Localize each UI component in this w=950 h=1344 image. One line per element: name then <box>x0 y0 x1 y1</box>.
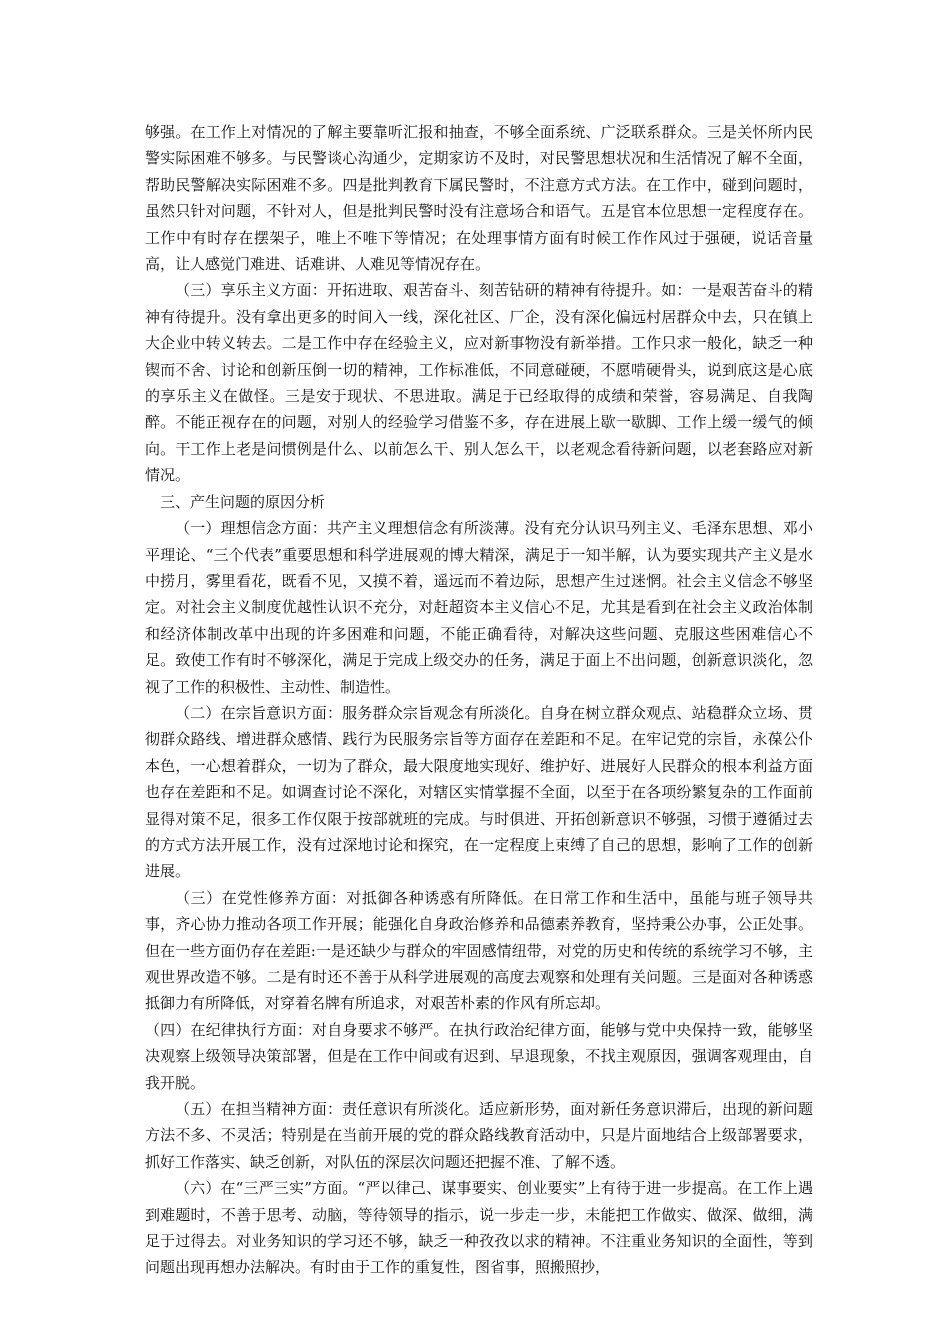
paragraph-three-stricts: （六）在“三严三实”方面。“严以律己、谋事要实、创业要实”上有待于进一步提高。在工作上遇到难题时，不善于思考、动脑，等待领导的指示，说一步走一步，未能把工作做实、做深、做细，满足于过得去。对业务知识的学习还不够，缺乏一种孜孜以求的精神。不注重业务知识的全面性，等到问题出现再想办法解决。有时由于工作的重复性，图省事，照搬照抄， <box>145 1179 813 1277</box>
paragraph-continuation: 够强。在工作上对情况的了解主要靠听汇报和抽查，不够全面系统、广泛联系群众。三是关怀所内民警实际困难不够多。与民警谈心沟通少，定期家访不及时，对民警思想状况和生活情况了解不全面，帮助民警解决实际困难不多。四是批判教育下属民警时，不注意方式方法。在工作中，碰到问题时，虽然只针对问题，不针对人，但是批判民警时没有注意场合和语气。五是官本位思想一定程度存在。工作中有时存在摆架子，唯上不唯下等情况；在处理事情方面有时候工作作风过于强硬，说话音量高，让人感觉门难进、话难讲、人难见等情况存在。 <box>145 123 813 274</box>
paragraph-responsibility: （五）在担当精神方面：责任意识有所淡化。适应新形势，面对新任务意识滞后，出现的新问题方法不多、不灵活；特别是在当前开展的党的群众路线教育活动中，只是片面地结合上级部署要求，抓好工作落实、缺乏创新，对队伍的深层次问题还把握不准、了解不透。 <box>145 1100 813 1171</box>
paragraph-hedonism: （三）享乐主义方面：开拓进取、艰苦奋斗、刻苦钻研的精神有待提升。如：一是艰苦奋斗的精神有待提升。没有拿出更多的时间入一线，深化社区、厂企，没有深化偏远村居群众中去，只在镇上大企业中转义转去。二是工作中存在经验主义，应对新事物没有新举措。工作只求一般化，缺乏一种锲而不舍、讨论和创新压倒一切的精神，工作标准低，不同意碰硬，不愿啃硬骨头，说到底这是心底的享乐主义在做怪。三是安于现状、不思进取。满足于已经取得的成绩和荣誉，容易满足、自我陶醉。不能正视存在的问题，对别人的经验学习借鉴不多，存在进展上歇一歇脚、工作上缓一缓气的倾向。干工作上老是问惯例是什么、以前怎么干、别人怎么干，以老观念看待新问题，以老套路应对新情况。 <box>145 281 813 485</box>
section-heading-causes: 三、产生问题的原因分析 <box>160 492 326 511</box>
paragraph-ideals-beliefs: （一）理想信念方面：共产主义理想信念有所淡薄。没有充分认识马列主义、毛泽东思想、邓小平理论、“三个代表”重要思想和科学进展观的博大精深，满足于一知半解，认为要实现共产主义是水中捞月，雾里看花，既看不见，又摸不着，遥远而不着边际，思想产生过迷惘。社会主义信念不够坚定。对社会主义制度优越性认识不充分，对赶超资本主义信心不足，尤其是看到在社会主义政治体制和经济体制改革中出现的许多困难和问题，不能正确看待，对解决这些问题、克服这些困难信心不足。致使工作有时不够深化，满足于完成上级交办的任务，满足于面上不出问题，创新意识淡化，忽视了工作的积极性、主动性、制造性。 <box>145 519 813 696</box>
paragraph-discipline: （四）在纪律执行方面：对自身要求不够严。在执行政治纪律方面，能够与党中央保持一致，能够坚决观察上级领导决策部署，但是在工作中间或有迟到、早退现象，不找主观原因，强调客观理由，自我开脱。 <box>145 1020 813 1092</box>
document-page <box>145 119 813 1281</box>
paragraph-purpose-awareness: （二）在宗旨意识方面：服务群众宗旨观念有所淡化。自身在树立群众观点、站稳群众立场、贯彻群众路线、增进群众感情、践行为民服务宗旨等方面存在差距和不足。在牢记党的宗旨，永葆公仆本色，一心想着群众，一切为了群众，最大限度地实现好、维护好、进展好人民群众的根本利益方面也存在差距和不足。如调查讨论不深化，对辖区实情掌握不全面，以至于在各项纷繁复杂的工作面前显得对策不足，很多工作仅限于按部就班的完成。与时俱进、开拓创新意识不够强，习惯于遵循过去的方式方法开展工作，没有过深地讨论和探究，在一定程度上束缚了自己的思想，影响了工作的创新进展。 <box>145 703 813 881</box>
paragraph-party-spirit: （三）在党性修养方面：对抵御各种诱惑有所降低。在日常工作和生活中，虽能与班子领导共事，齐心协力推动各项工作开展；能强化自身政治修养和品德素养教育，坚持秉公办事，公正处事。但在一些方面仍存在差距:一是还缺少与群众的牢固感情纽带，对党的历史和传统的系统学习不够，主观世界改造不够。二是有时还不善于从科学进展观的高度去观察和处理有关问题。三是面对各种诱惑抵御力有所降低，对穿着名牌有所追求，对艰苦朴素的作风有所忘却。 <box>145 888 813 1013</box>
